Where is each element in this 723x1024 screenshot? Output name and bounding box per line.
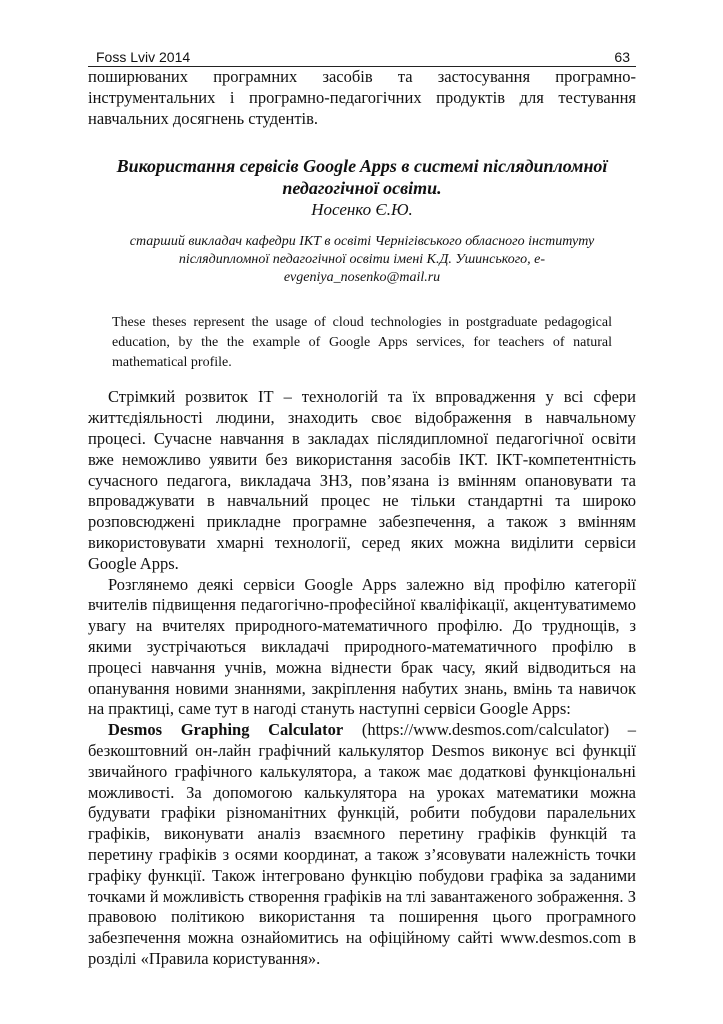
article-title: Використання сервісів Google Apps в системі післядипломної педагогічної освіти. (116, 156, 608, 199)
author-affiliation: старший викладач кафедри ІКТ в освіті Чернігівського обласного інституту післядипломної педагогічної освіти імені К.Д. Ушинського, e-evgeniya_nosenko@mail.ru (129, 234, 595, 286)
page-number: 63 (614, 49, 630, 65)
desmos-term: Desmos Graphing Calculator (108, 720, 344, 740)
body-paragraph-2: Розглянемо деякі сервіси Google Apps залежно від профілю категорії вчителів підвищення педагогічно-професійної кваліфікації, акцентуватимемо увагу на вчителях природного-математичного профілю. До труднощів, з якими зустрічаються викладачі природного-математичного профілю в процесі навчання учнів, можна віднести брак часу, який відводиться на опанування новими знаннями, закріплення набутих знань, вмінь та навичок на практиці, саме тут в нагоді стануть наступні сервіси Google Apps: (88, 574, 636, 719)
abstract: These theses represent the usage of cloud technologies in postgraduate pedagogical education, by the the example of Google Apps services, for teachers of natural mathematical profile. (112, 315, 612, 371)
body-paragraph-1: Стрімкий розвиток ІТ – технологій та їх впровадження у всі сфери життєдіяльності людини, знаходить своє відображення в навчальному процесі. Сучасне навчання в закладах післядипломної педагогічної освіти вже неможливо уявити без використання засобів ІКТ. ІКТ-компетентність сучасного педагога, викладача ЗНЗ, пов’язана із вмінням опановувати та впроваджувати в навчальний процес не тільки стандартні та широко розповсюджені прикладне програмне забезпечення, а також з вмінням використовувати хмарні технології, серед яких можна виділити сервіси Google Apps. (88, 387, 636, 573)
running-header (88, 48, 636, 67)
page-content (88, 48, 636, 970)
article-author: Носенко Є.Ю. (311, 200, 413, 220)
desmos-description: (https://www.desmos.com/calculator) – безкоштовний он-лайн графічний калькулятор Desmos виконує всі функції звичайного графічного калькулятора, а також має додаткові функціональні можливості. За допомогою калькулятора на уроках математики можна будувати графіки різноманітних функцій, робити побудови паралельних графіків, виконувати аналіз взаємного перетину графіків функцій та перетину графіків з осями координат, а також з’ясовувати належність точки графіку функції. Також інтегровано функцію побудови графіка за заданими точками й можливість створення графіків на тлі завантаженого зображення. З правовою політикою використання та поширення цього програмного забезпечення можна ознайомитись на офіційному сайті www.desmos.com в розділі «Правила користування». (88, 720, 637, 968)
body-paragraph-3 (88, 720, 636, 970)
intro-paragraph: поширюваних програмних засобів та застосування програмно-інструментальних і програмно-педагогічних продуктів для тестування навчальних досягнень студентів. (88, 67, 636, 128)
header-conference-name: Foss Lviv 2014 (96, 49, 191, 65)
